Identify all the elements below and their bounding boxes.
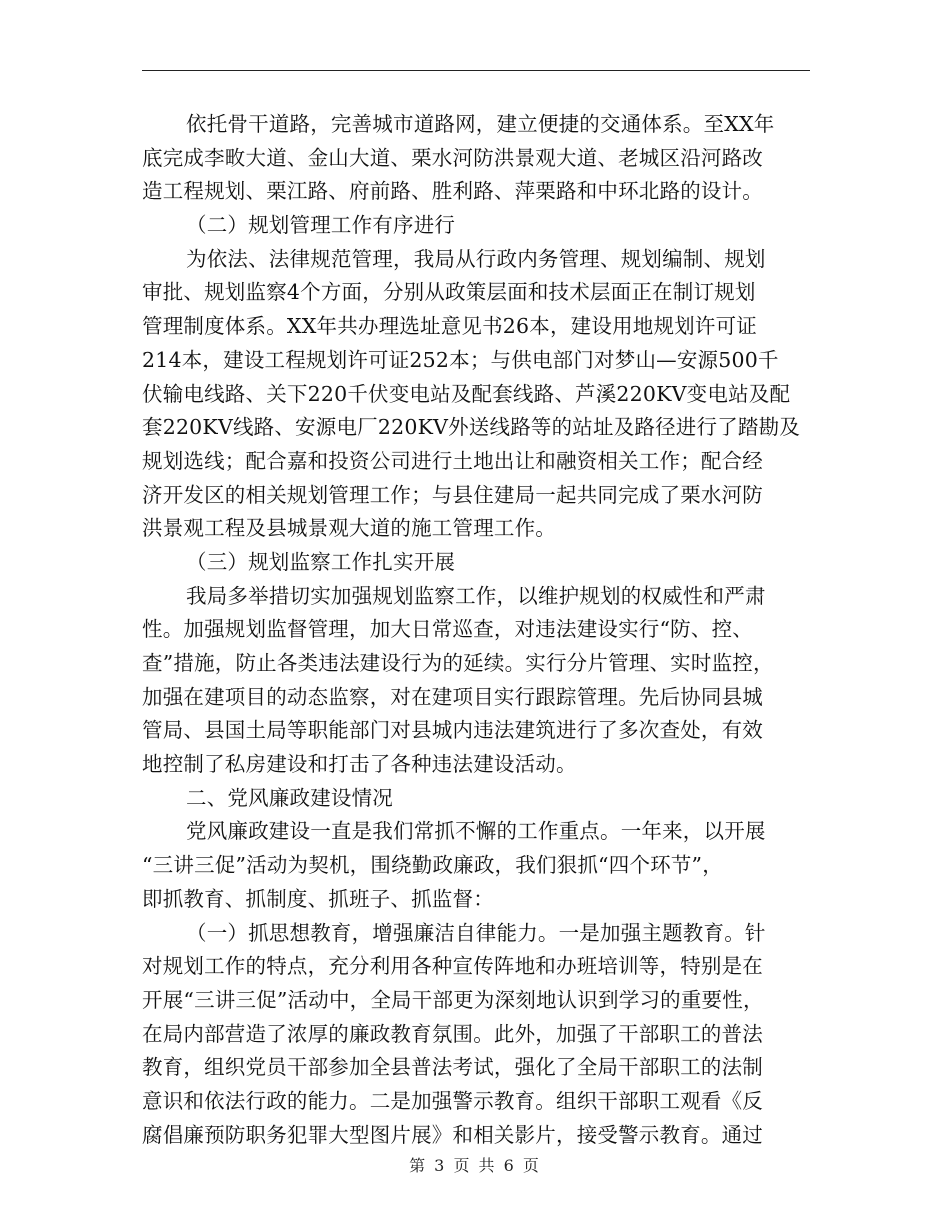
paragraph-line: 管理制度体系。XX年共办理选址意见书26本，建设用地规划许可证 (142, 314, 757, 339)
paragraph-line: 规划选线；配合嘉和投资公司进行土地出让和融资相关工作；配合经 (142, 448, 763, 473)
paragraph-line: 开展“三讲三促”活动中，全局干部更为深刻地认识到学习的重要性， (142, 987, 764, 1012)
header-rule (142, 70, 810, 71)
paragraph-line: 意识和依法行政的能力。二是加强警示教育。组织干部职工观看《反 (142, 1088, 763, 1113)
paragraph-line: 我局多举措切实加强规划监察工作，以维护规划的权威性和严肃 (186, 583, 766, 608)
paragraph-line: 审批、规划监察4个方面，分别从政策层面和技术层面正在制订规划 (142, 280, 756, 305)
section-heading: （三）规划监察工作扎实开展 (186, 549, 456, 574)
page-number-footer: 第 3 页 共 6 页 (409, 1156, 541, 1175)
body-text (142, 108, 810, 1152)
paragraph-line: 性。加强规划监督管理，加大日常巡查，对违法建设实行“防、控、 (142, 617, 753, 642)
paragraph-line: 查”措施，防止各类违法建设行为的延续。实行分片管理、实时监控， (142, 651, 774, 675)
paragraph-line: 伏输电线路、关下220千伏变电站及配套线路、芦溪220KV变电站及配 (142, 381, 791, 406)
paragraph-line: 依托骨干道路，完善城市道路网，建立便捷的交通体系。至XX年 (186, 112, 775, 136)
paragraph-line: 地控制了私房建设和打击了各种违法建设活动。 (142, 752, 577, 777)
paragraph-line: 加强在建项目的动态监察，对在建项目实行跟踪管理。先后协同县城 (142, 684, 763, 709)
paragraph-line: 洪景观工程及县城景观大道的施工管理工作。 (142, 516, 556, 541)
paragraph-line: 为依法、法律规范管理，我局从行政内务管理、规划编制、规划 (186, 246, 766, 271)
paragraph-line: 党风廉政建设一直是我们常抓不懈的工作重点。一年来，以开展 (186, 819, 766, 844)
section-heading: （二）规划管理工作有序进行 (186, 213, 456, 238)
paragraph-line: 管局、县国土局等职能部门对县城内违法建筑进行了多次查处，有效 (142, 718, 763, 743)
paragraph-line: 济开发区的相关规划管理工作；与县住建局一起共同完成了栗水河防 (142, 482, 763, 507)
paragraph-line: 教育，组织党员干部参加全县普法考试，强化了全局干部职工的法制 (142, 1055, 763, 1080)
paragraph-line: 即抓教育、抓制度、抓班子、抓监督： (142, 886, 494, 911)
paragraph-line: 对规划工作的特点，充分利用各种宣传阵地和办班培训等，特别是在 (142, 954, 763, 979)
paragraph-line: 底完成李畋大道、金山大道、栗水河防洪景观大道、老城区沿河路改 (142, 145, 763, 170)
paragraph-line: “三讲三促”活动为契机，围绕勤政廉政，我们狠抓“四个环节”， (142, 853, 723, 878)
paragraph-line: 套220KV线路、安源电厂220KV外送线路等的站址及路径进行了踏勘及 (142, 415, 800, 440)
paragraph-line: 214本，建设工程规划许可证252本；与供电部门对梦山—安源500千 (142, 347, 779, 372)
section-heading: 二、党风廉政建设情况 (186, 785, 393, 810)
paragraph-line: 在局内部营造了浓厚的廉政教育氛围。此外，加强了干部职工的普法 (142, 1021, 763, 1046)
paragraph-line: 腐倡廉预防职务犯罪大型图片展》和相关影片，接受警示教育。通过 (142, 1122, 763, 1147)
paragraph-line: （一）抓思想教育，增强廉洁自律能力。一是加强主题教育。针 (186, 920, 766, 945)
paragraph-line: 造工程规划、栗江路、府前路、胜利路、萍栗路和中环北路的设计。 (142, 179, 763, 204)
